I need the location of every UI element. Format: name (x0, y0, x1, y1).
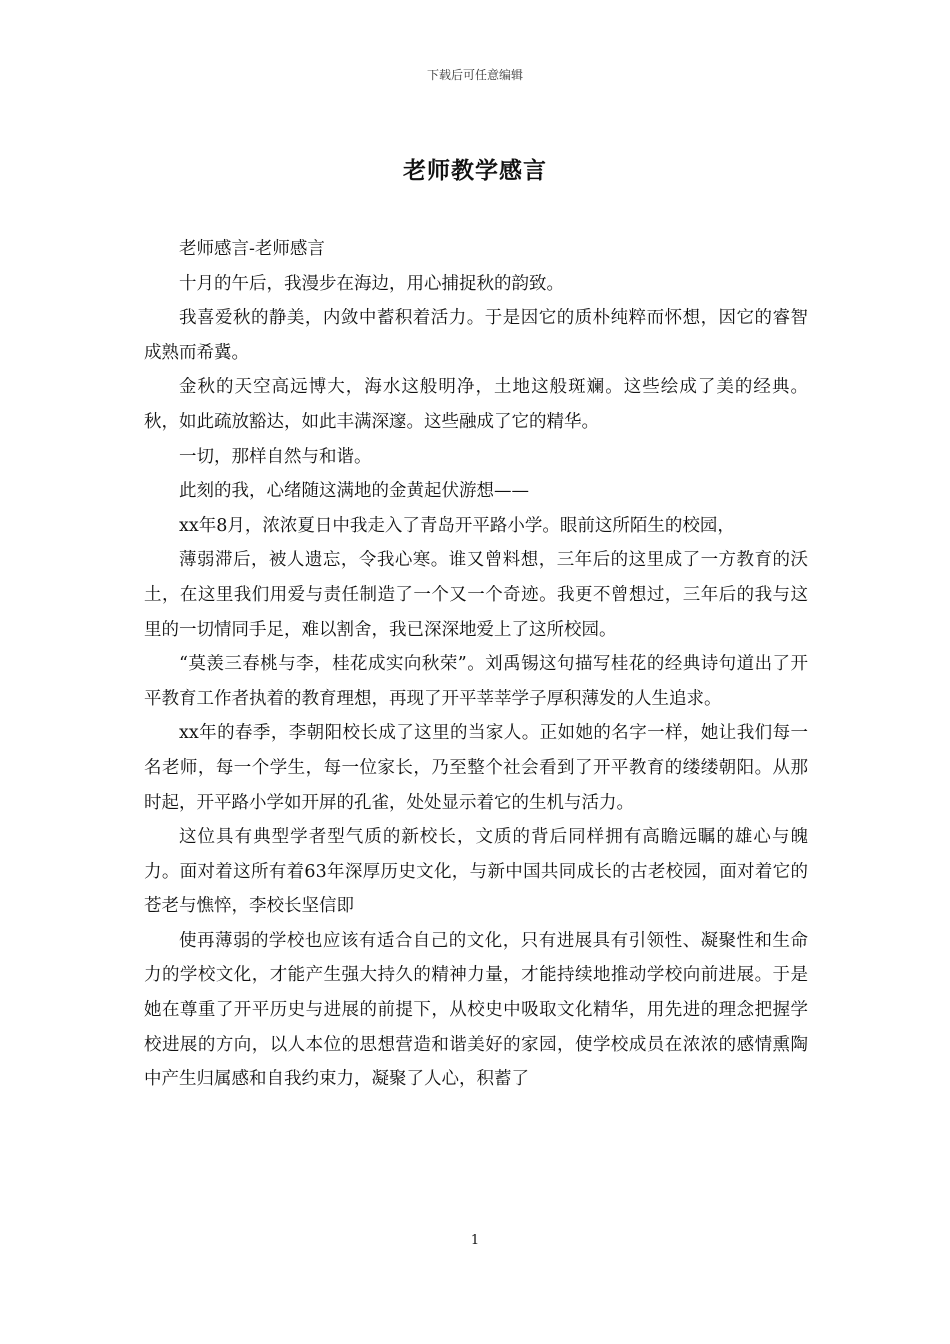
paragraph: 我喜爱秋的静美，内敛中蓄积着活力。于是因它的质朴纯粹而怀想，因它的睿智成熟而希冀。 (144, 308, 808, 363)
paragraph: 薄弱滞后，被人遗忘，令我心寒。谁又曾料想，三年后的这里成了一方教育的沃土，在这里我们用爱与责任制造了一个又一个奇迹。我更不曾想过，三年后的我与这里的一切情同手足，难以割舍，我已深深地爱上了这所校园。 (144, 550, 808, 640)
paragraph: 老师感言-老师感言 (179, 239, 325, 259)
paragraph: 此刻的我，心绪随这满地的金黄起伏游想—— (179, 481, 529, 502)
paragraph: 十月的午后，我漫步在海边，用心捕捉秋的韵致。 (179, 273, 564, 294)
document-body (144, 232, 808, 1097)
paragraph: xx年8月，浓浓夏日中我走入了青岛开平路小学。眼前这所陌生的校园， (179, 515, 735, 536)
document-title: 老师教学感言 (403, 157, 547, 184)
paragraph: 使再薄弱的学校也应该有适合自己的文化，只有进展具有引领性、凝聚性和生命力的学校文化，才能产生强大持久的精神力量，才能持续地推动学校向前进展。于是她在尊重了开平历史与进展的前提下，从校史中吸取文化精华，用先进的理念把握学校进展的方向，以人本位的思想营造和谐美好的家园，使学校成员在浓浓的感情熏陶中产生归属感和自我约束力，凝聚了人心，积蓄了 (144, 930, 808, 1090)
paragraph: 金秋的天空高远博大，海水这般明净，土地这般斑斓。这些绘成了美的经典。秋，如此疏放豁达，如此丰满深邃。这些融成了它的精华。 (144, 377, 808, 432)
paragraph: 一切，那样自然与和谐。 (179, 446, 372, 467)
paragraph: “莫羡三春桃与李，桂花成实向秋荣”。刘禹锡这句描写桂花的经典诗句道出了开平教育工作者执着的教育理想，再现了开平莘莘学子厚积薄发的人生追求。 (144, 654, 808, 709)
paragraph: xx年的春季，李朝阳校长成了这里的当家人。正如她的名字一样，她让我们每一名老师，每一个学生，每一位家长，乃至整个社会看到了开平教育的缕缕朝阳。从那时起，开平路小学如开屏的孔雀，处处显示着它的生机与活力。 (144, 723, 808, 813)
page-number: 1 (470, 1233, 480, 1248)
page-header-note: 下载后可任意编辑 (426, 68, 523, 82)
paragraph: 这位具有典型学者型气质的新校长，文质的背后同样拥有高瞻远瞩的雄心与魄力。面对着这所有着63年深厚历史文化，与新中国共同成长的古老校园，面对着它的苍老与憔悴，李校长坚信即 (144, 827, 808, 917)
